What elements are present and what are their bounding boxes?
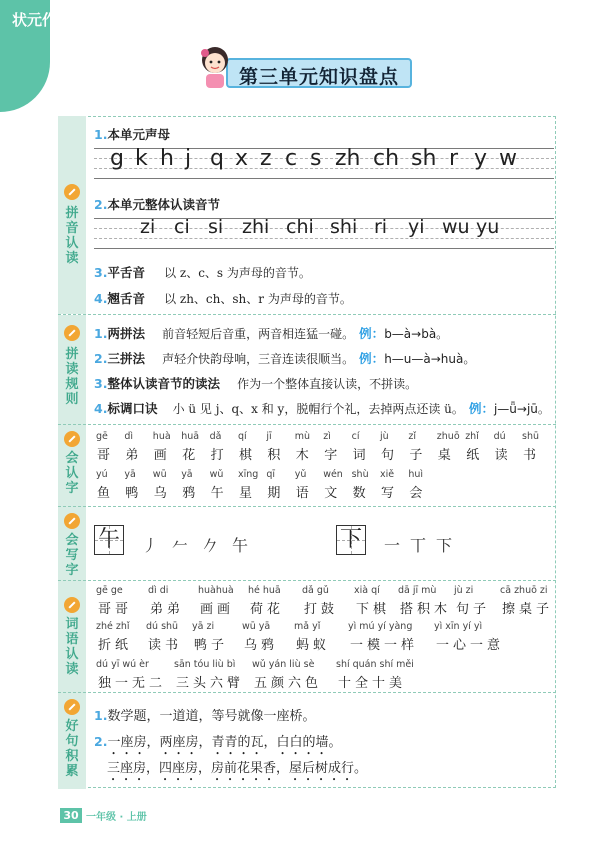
pinyin-annotation: xiě	[380, 469, 395, 480]
item-number: 1.	[94, 127, 108, 142]
pinyin-annotation: wén	[323, 469, 343, 480]
pinyin-annotation: dā jī mù	[398, 585, 437, 596]
pinyin-annotation: dú shū	[146, 621, 179, 632]
pinyin-annotation: yì mú yí yàng	[348, 621, 413, 632]
rule-row-2	[94, 348, 475, 367]
chinese-character: 星	[239, 486, 253, 501]
section-label: 会写字	[65, 533, 79, 578]
pinyin-annotation: dǎ	[209, 431, 222, 442]
item-number: 2.	[94, 734, 108, 749]
pinyin-annotation: gē	[96, 431, 108, 442]
example-label: 例：	[359, 351, 385, 366]
section-rules	[58, 314, 556, 425]
initial-letter: y	[474, 146, 488, 171]
stroke-step: 丿	[142, 536, 159, 555]
word: 荷花	[250, 602, 285, 617]
chinese-character: 句	[381, 448, 395, 463]
item-heading: 本单元声母	[107, 127, 170, 142]
chinese-character: 鸦	[182, 486, 196, 501]
item-heading: 本单元整体认读音节	[107, 197, 220, 212]
grid-character: 午	[97, 527, 120, 552]
item-number: 2.	[94, 351, 108, 366]
word: 折纸	[98, 638, 133, 653]
pinyin-annotation: dì	[124, 431, 134, 442]
word: 下棋	[356, 602, 391, 617]
item-number: 1.	[94, 326, 108, 341]
word: 蚂蚁	[296, 638, 331, 653]
item-body: 以 zh、ch、sh、r 为声母的音节。	[164, 292, 352, 306]
pinyin-annotation: wū yā	[242, 621, 271, 632]
section-label-column	[58, 507, 86, 581]
initial-letter: q	[210, 146, 224, 171]
word: 一模一样	[350, 638, 419, 653]
pinyin-item-1	[94, 124, 170, 143]
pinyin-annotation: shí quán shí měi	[336, 659, 414, 670]
word: 十全十美	[338, 676, 407, 691]
pinyin-annotation: zǐ	[408, 431, 417, 442]
sentence-text: 三座房，四座房，房前花果香，屋后树成行。	[107, 761, 368, 776]
footer-grade: 一年级 · 上册	[86, 812, 147, 823]
initial-letter: c	[285, 146, 298, 171]
chinese-character: 字	[324, 448, 338, 463]
pinyin-annotation: zhé zhǐ	[96, 621, 130, 632]
syllable: si	[208, 216, 224, 238]
pinyin-annotation: mù	[294, 431, 311, 442]
syllable: shi	[330, 216, 358, 238]
rule-row-3	[94, 373, 417, 392]
word: 乌鸦	[244, 638, 279, 653]
word: 擦桌子	[502, 602, 554, 617]
pinyin-item-3	[94, 262, 311, 281]
item-number: 4.	[94, 401, 108, 416]
pinyin-annotation: sān tóu liù bì	[174, 659, 236, 670]
initial-letter: zh	[335, 146, 361, 171]
item-body: 以 z、c、s 为声母的音节。	[164, 266, 311, 280]
writing-grid-1	[94, 525, 124, 555]
pencil-icon	[64, 431, 80, 447]
writing-grid-2	[336, 525, 366, 555]
chinese-character: 木	[295, 448, 309, 463]
initial-letter: k	[135, 146, 148, 171]
section-label-column	[58, 116, 86, 314]
item-number: 4.	[94, 291, 108, 306]
chinese-character: 打	[210, 448, 224, 463]
pinyin-annotation: yā	[124, 469, 136, 480]
item-heading: 翘舌音	[107, 291, 145, 306]
pinyin-annotation: wǔ	[209, 469, 224, 480]
pinyin-annotation: dì di	[148, 585, 169, 596]
stroke-step: 午	[232, 536, 249, 555]
pencil-icon	[64, 325, 80, 341]
initial-letter: r	[449, 146, 459, 171]
pinyin-annotation: zì	[323, 431, 331, 442]
word: 句子	[456, 602, 491, 617]
initial-letter: s	[310, 146, 322, 171]
pinyin-annotation: jī	[266, 431, 272, 442]
pinyin-annotation: xià qí	[354, 585, 380, 596]
word: 哥哥	[98, 602, 133, 617]
word: 三头六臂	[176, 676, 245, 691]
rule-heading: 整体认读音节的读法	[107, 376, 220, 391]
section-label: 好句积累	[65, 719, 79, 779]
pinyin-annotation: gē ge	[96, 585, 123, 596]
stroke-step: 下	[436, 536, 453, 555]
pinyin-annotation: yā	[181, 469, 193, 480]
item-number: 2.	[94, 197, 108, 212]
chinese-character: 桌	[437, 448, 451, 463]
rule-body: 作为一个整体直接认读，不拼读。	[237, 377, 418, 391]
chinese-character: 午	[210, 486, 224, 501]
pinyin-annotation: qí	[238, 431, 247, 442]
chinese-character: 书	[523, 448, 537, 463]
example-label: 例：	[468, 401, 494, 416]
initial-letter: x	[235, 146, 249, 171]
item-heading: 平舌音	[107, 265, 145, 280]
rule-body: 前音轻短后音重，两音相连猛一碰。	[162, 327, 355, 341]
example-text: b—à→bà。	[384, 327, 449, 341]
pinyin-annotation: yú	[96, 469, 108, 480]
pinyin-annotation: jù	[380, 431, 389, 442]
item-number: 1.	[94, 708, 108, 723]
syllable: yi	[408, 216, 425, 238]
pinyin-annotation: huì	[408, 469, 424, 480]
example-text: h—u—à→huà。	[384, 352, 476, 366]
pencil-icon	[64, 699, 80, 715]
pinyin-annotation: yǔ	[294, 469, 307, 480]
chinese-character: 文	[324, 486, 338, 501]
sentence-3	[107, 757, 367, 784]
rule-row-4	[94, 398, 550, 417]
syllable: zi	[140, 216, 156, 238]
side-tab-text: 状元作业本	[12, 11, 88, 29]
chinese-character: 乌	[153, 486, 167, 501]
pinyin-annotation: wǔ yán liù sè	[252, 659, 315, 670]
pinyin-item-4	[94, 288, 352, 307]
chinese-character: 弟	[125, 448, 139, 463]
pinyin-annotation: mǎ yǐ	[294, 621, 321, 632]
pinyin-annotation: wū	[152, 469, 167, 480]
stroke-step: 𠂉	[172, 536, 189, 555]
chinese-character: 读	[494, 448, 508, 463]
pencil-icon	[64, 513, 80, 529]
sentence-text: 数学题，一道道，等号就像一座桥。	[107, 709, 316, 724]
initial-letter: z	[260, 146, 272, 171]
chinese-character: 棋	[239, 448, 253, 463]
section-label: 拼读规则	[65, 347, 79, 407]
sentence-text: 一座房，两座房，青青的瓦，白白的墙。	[107, 735, 342, 750]
sentence-2	[94, 731, 341, 758]
pinyin-annotation: huà	[152, 431, 171, 442]
sentence-1	[94, 705, 315, 724]
initial-letter: ch	[373, 146, 400, 171]
word: 弟弟	[150, 602, 185, 617]
chinese-character: 积	[267, 448, 281, 463]
syllable: yu	[476, 216, 500, 238]
chinese-character: 画	[153, 448, 167, 463]
chinese-character: 花	[182, 448, 196, 463]
section-sentences	[58, 692, 556, 789]
syllable: zhi	[242, 216, 270, 238]
section-write	[58, 506, 556, 581]
word: 独一无二	[98, 676, 167, 691]
section-label-column	[58, 581, 86, 693]
section-label: 词语认读	[65, 617, 79, 677]
word: 鸭子	[194, 638, 229, 653]
word: 一心一意	[436, 638, 505, 653]
section-recognize	[58, 424, 556, 507]
initial-letter: g	[110, 146, 124, 171]
example-label: 例：	[359, 326, 385, 341]
girl-mascot-icon	[196, 44, 234, 90]
word: 画画	[200, 602, 235, 617]
pinyin-annotation: hé huā	[248, 585, 281, 596]
pinyin-annotation: shū	[522, 431, 539, 442]
pinyin-annotation: cí	[351, 431, 360, 442]
rule-body: 声轻介快韵母响，三音连读很顺当。	[162, 352, 355, 366]
pinyin-annotation: dú	[493, 431, 506, 442]
pinyin-annotation: yì xīn yí yì	[434, 621, 483, 632]
rule-row-1	[94, 323, 448, 342]
initial-letter: j	[185, 146, 192, 171]
word: 打鼓	[304, 602, 339, 617]
chinese-character: 词	[352, 448, 366, 463]
chinese-character: 鸭	[125, 486, 139, 501]
pinyin-annotation: dú yī wú èr	[96, 659, 149, 670]
chinese-character: 鱼	[97, 486, 111, 501]
page-title: 第三单元知识盘点	[238, 66, 399, 88]
pinyin-annotation: huā	[181, 431, 200, 442]
rule-heading: 两拼法	[107, 326, 145, 341]
pinyin-annotation: jù zi	[454, 585, 474, 596]
pinyin-annotation: zhuō	[436, 431, 460, 442]
corner-tab	[0, 0, 88, 112]
chinese-character: 数	[352, 486, 366, 501]
rule-body: 小 ü 见 j、q、x 和 y，脱帽行个礼，去掉两点还读 ü。	[172, 402, 464, 416]
page-number: 30	[60, 808, 82, 823]
title-box	[226, 58, 412, 88]
pinyin-annotation: yā zi	[192, 621, 215, 632]
chinese-character: 子	[409, 448, 423, 463]
section-pinyin	[58, 116, 556, 314]
pinyin-annotation: shù	[351, 469, 369, 480]
section-label: 会认字	[65, 451, 79, 496]
rule-heading: 标调口诀	[107, 401, 158, 416]
pinyin-annotation: huàhuà	[198, 585, 234, 596]
chinese-character: 纸	[466, 448, 480, 463]
pencil-icon	[64, 597, 80, 613]
word: 搭积木	[400, 602, 452, 617]
pinyin-annotation: dǎ gǔ	[302, 585, 329, 596]
syllable: wu	[442, 216, 470, 238]
chinese-character: 会	[409, 486, 423, 501]
title-banner	[196, 52, 414, 92]
chinese-character: 哥	[97, 448, 111, 463]
stroke-step: 𠂊	[202, 536, 219, 555]
initial-letter: h	[160, 146, 174, 171]
pinyin-annotation: xīng	[238, 469, 259, 480]
initial-letter: sh	[411, 146, 437, 171]
syllable: chi	[286, 216, 314, 238]
section-label-column	[58, 693, 86, 789]
pencil-icon	[64, 184, 80, 200]
initial-letter: w	[499, 146, 517, 171]
grid-character: 下	[339, 527, 362, 552]
item-number: 3.	[94, 376, 108, 391]
pinyin-annotation: qī	[266, 469, 276, 480]
section-words	[58, 580, 556, 693]
stroke-step: 丅	[410, 536, 427, 555]
chinese-character: 语	[295, 486, 309, 501]
section-label-column	[58, 315, 86, 425]
section-label-column	[58, 425, 86, 507]
item-number: 3.	[94, 265, 108, 280]
syllable: ri	[374, 216, 388, 238]
example-text: j—ǖ→jū。	[493, 402, 550, 416]
chinese-character: 写	[381, 486, 395, 501]
stroke-step: 一	[384, 536, 401, 555]
pinyin-annotation: zhǐ	[465, 431, 479, 442]
chinese-character: 期	[267, 486, 281, 501]
rule-heading: 三拼法	[107, 351, 145, 366]
pinyin-annotation: cā zhuō zi	[500, 585, 548, 596]
word: 读书	[148, 638, 183, 653]
syllable: ci	[174, 216, 190, 238]
section-label: 拼音认读	[65, 206, 79, 266]
word: 五颜六色	[254, 676, 323, 691]
pinyin-item-2	[94, 194, 220, 213]
